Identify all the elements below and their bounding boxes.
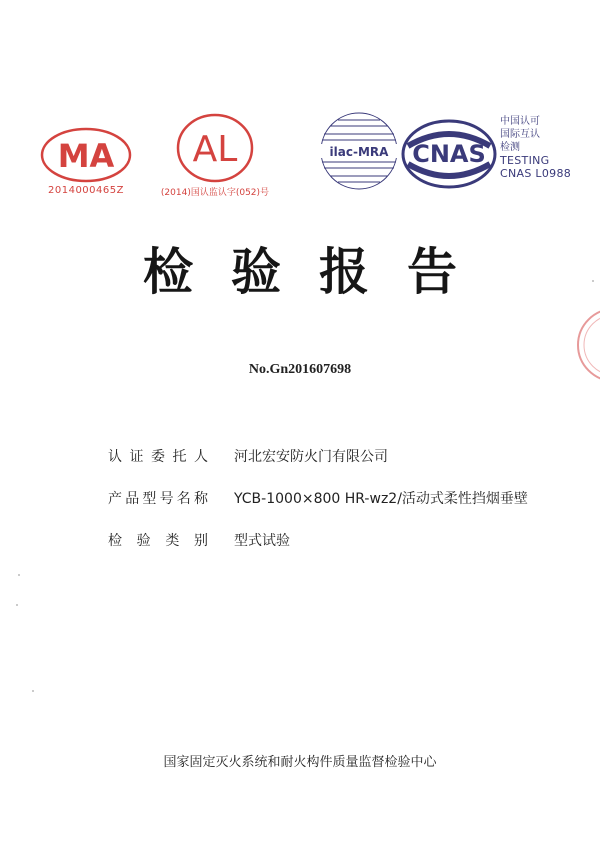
cnas-accreditation-text (500, 115, 590, 180)
ilac-text: ilac-MRA (329, 145, 389, 159)
field-row-product (108, 488, 528, 530)
field-row-test-type (108, 530, 528, 572)
ilac-mra-logo (312, 110, 406, 196)
issuing-organization: 国家固定灭火系统和耐火构件质量监督检验中心 (163, 755, 437, 770)
report-info-fields (108, 446, 528, 572)
field-value-product: YCB-1000×800 HR-wz2/活动式柔性挡烟垂壁 (234, 491, 528, 507)
field-label-product: 产 品 型 号 名 称 (108, 491, 208, 507)
cma-letters: MA (57, 137, 115, 175)
cal-mark-icon (175, 113, 255, 183)
cnas-letters: CNAS (412, 140, 486, 168)
cma-certification-logo (40, 127, 132, 196)
report-number: No.Gn201607698 (248, 362, 352, 377)
cnas-line-4: TESTING (500, 154, 550, 167)
cnas-line-2: 国际互认 (500, 129, 540, 140)
field-value-test-type: 型式试验 (234, 533, 290, 549)
cma-mark-icon (40, 127, 132, 183)
seal-stamp-fragment (572, 305, 600, 385)
field-value-client: 河北宏安防火门有限公司 (234, 449, 388, 465)
cal-certification-logo (150, 113, 280, 198)
cnas-line-3: 检测 (500, 142, 520, 153)
ilac-globe-icon (312, 110, 406, 192)
cnas-mark-icon (400, 118, 498, 190)
document-title: 检验报告 (143, 243, 495, 301)
cnas-logo (400, 118, 498, 194)
cal-letters: AL (192, 129, 238, 170)
seal-icon (572, 305, 600, 385)
field-row-client (108, 446, 528, 488)
field-label-client: 认 证 委 托 人 (108, 449, 208, 465)
field-label-test-type: 检 验 类 别 (108, 533, 208, 549)
cal-code: (2014)国认监认字(052)号 (160, 188, 270, 198)
cnas-line-1: 中国认可 (500, 116, 540, 127)
cnas-line-5: CNAS L0988 (500, 167, 572, 180)
cma-code: 2014000465Z (48, 185, 124, 196)
